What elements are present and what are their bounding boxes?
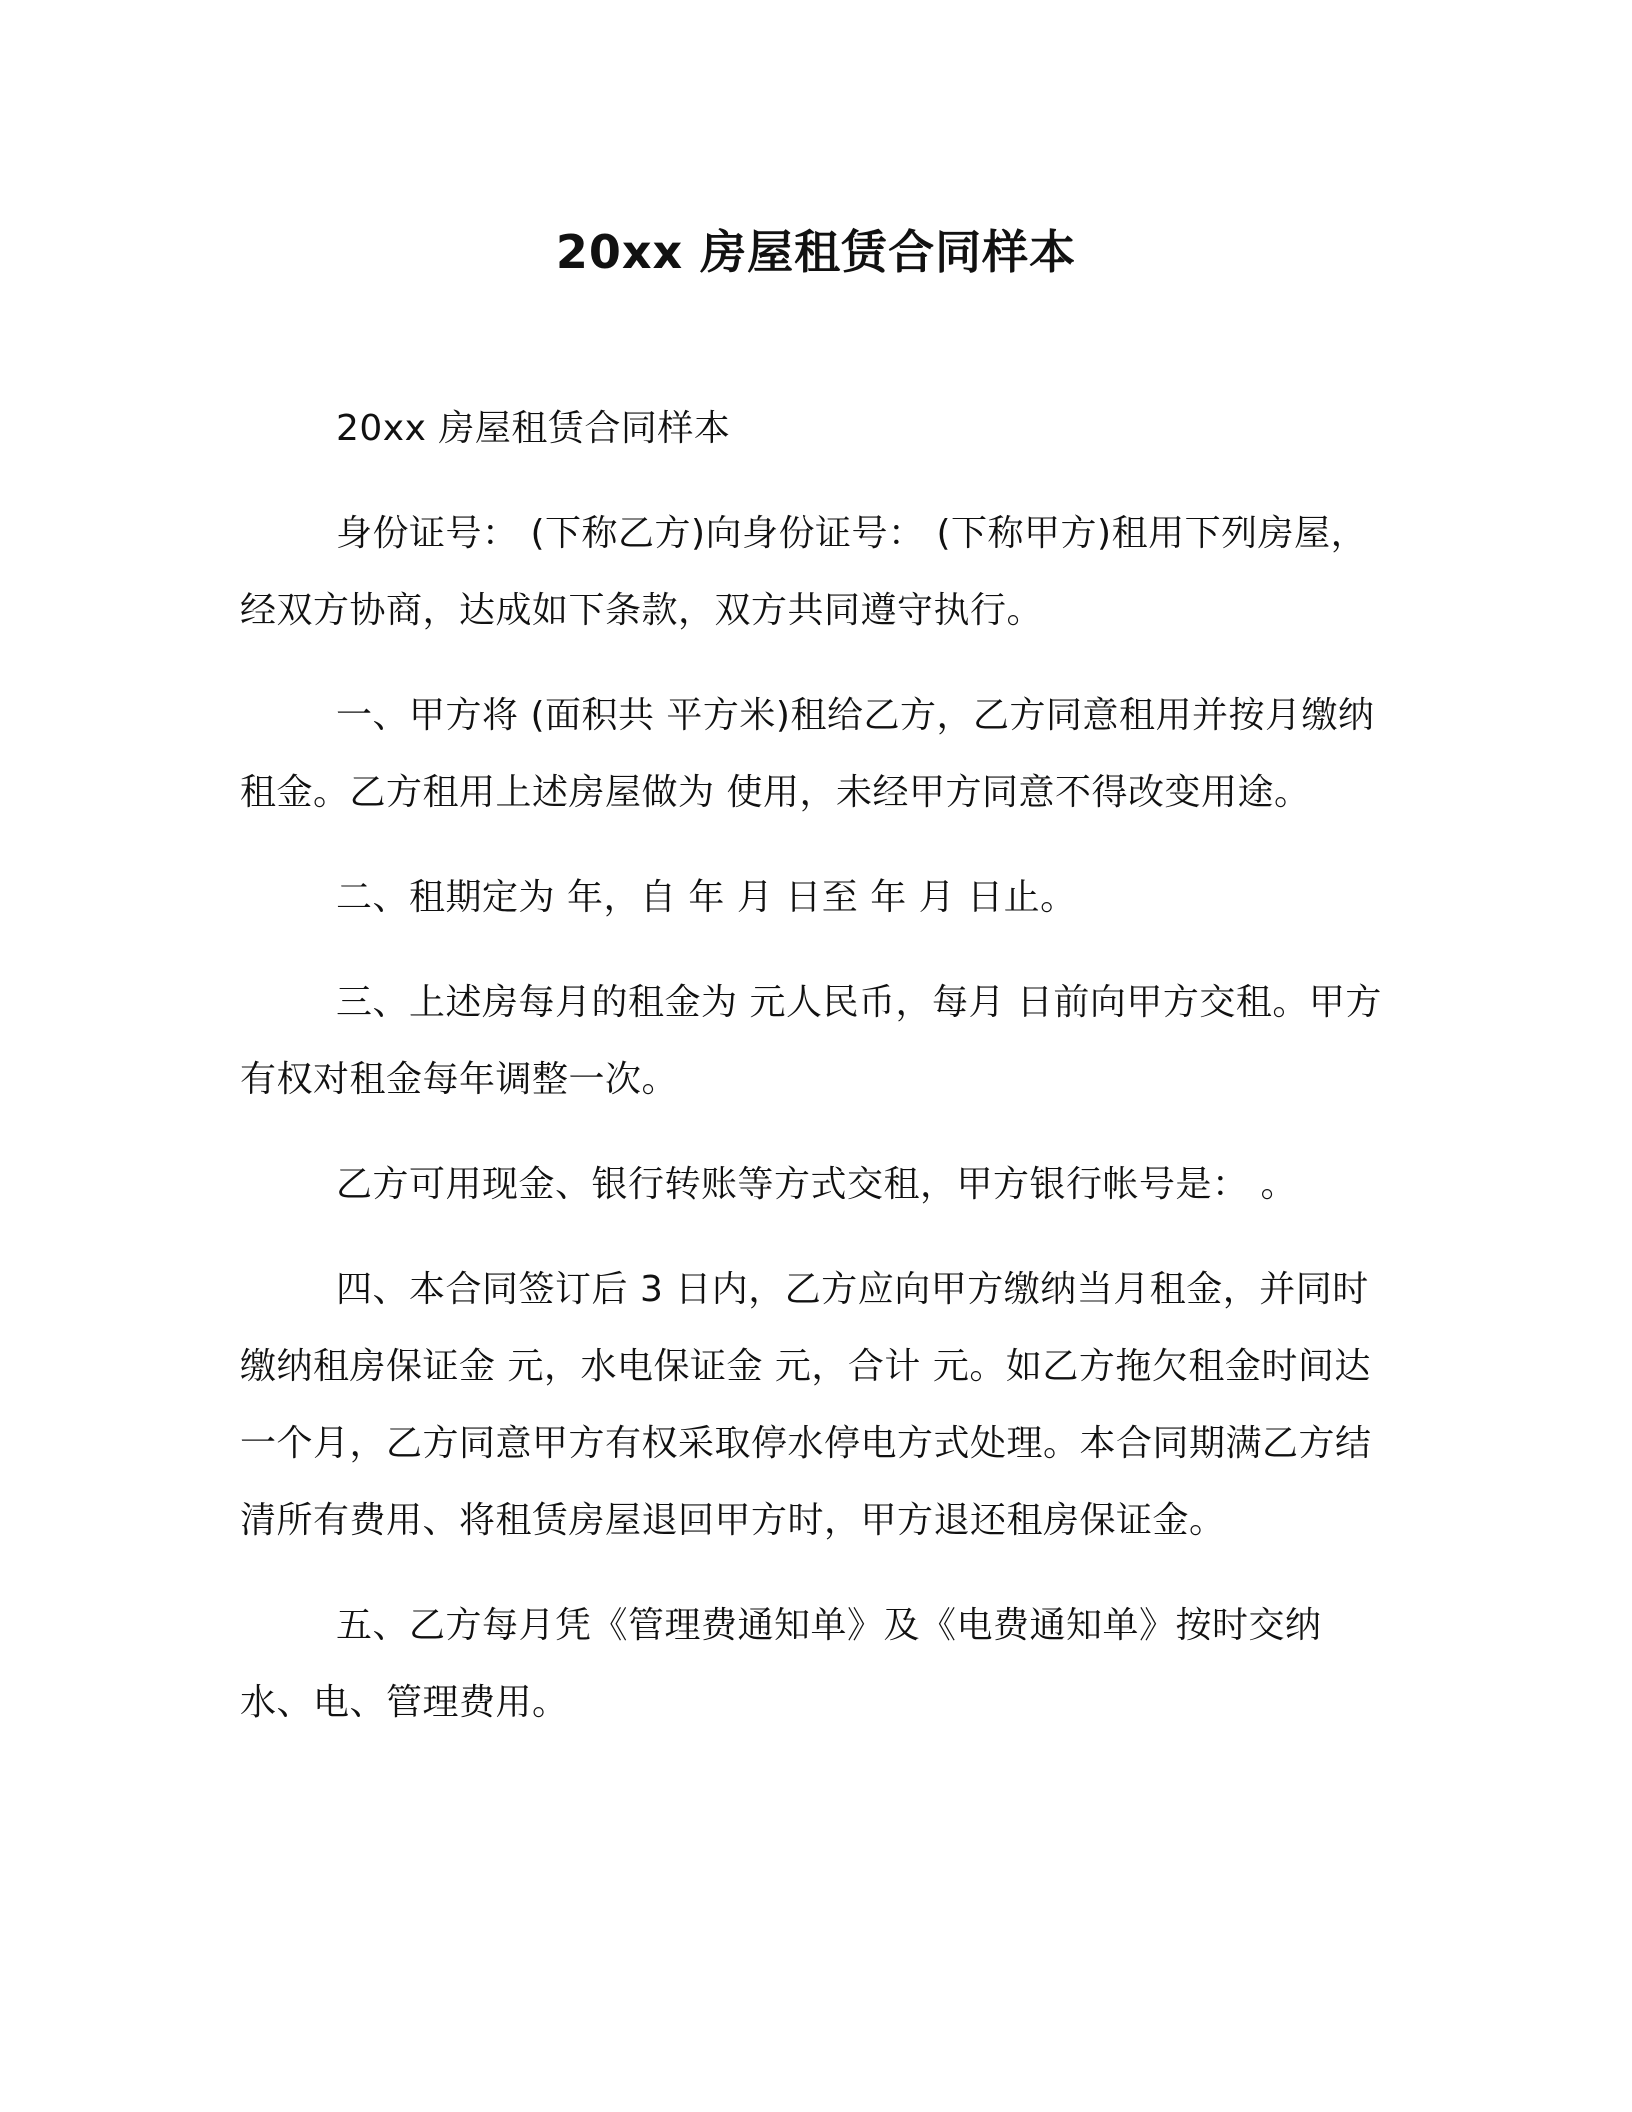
paragraph-parties: 身份证号： (下称乙方)向身份证号： (下称甲方)租用下列房屋，经双方协商，达成如下条款，双方共同遵守执行。 — [240, 513, 1368, 631]
clause-four: 四、本合同签订后 3 日内，乙方应向甲方缴纳当月租金，并同时缴纳租房保证金 元，水电保证金 元，合计 元。如乙方拖欠租金时间达一个月，乙方同意甲方有权采取停水停电方式处理。本合同期满乙方结清所有费用、将租赁房屋退回甲方时，甲方退还租房保证金。 — [240, 1269, 1372, 1541]
clause-one: 一、甲方将 (面积共 平方米)租给乙方，乙方同意租用并按月缴纳租金。乙方租用上述房屋做为 使用，未经甲方同意不得改变用途。 — [240, 695, 1375, 813]
payment-method: 乙方可用现金、银行转账等方式交租，甲方银行帐号是： 。 — [336, 1164, 1297, 1205]
document-subtitle: 20xx 房屋租赁合同样本 — [336, 408, 731, 449]
document-title: 20xx 房屋租赁合同样本 — [555, 225, 1077, 279]
clause-five: 五、乙方每月凭《管理费通知单》及《电费通知单》按时交纳水、电、管理费用。 — [240, 1605, 1322, 1723]
clause-three: 三、上述房每月的租金为 元人民币，每月 日前向甲方交租。甲方有权对租金每年调整一次。 — [240, 982, 1382, 1100]
clause-two: 二、租期定为 年，自 年 月 日至 年 月 日止。 — [336, 877, 1077, 918]
document-body — [240, 390, 1390, 1769]
